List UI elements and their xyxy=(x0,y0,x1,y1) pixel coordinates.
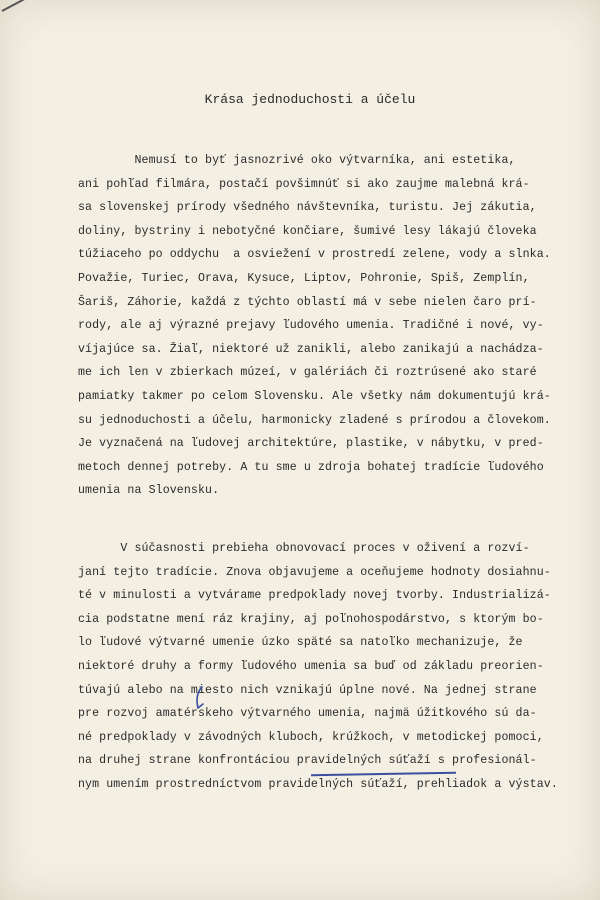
pencil-corner-mark xyxy=(2,0,33,12)
paragraph-2 xyxy=(78,537,598,797)
text-line: lo ľudové výtvarné umenie úzko späté sa natoľko mechanizuje, že xyxy=(78,636,523,650)
text-line: Šariš, Záhorie, každá z týchto oblastí má v sebe nielen čaro prí- xyxy=(78,295,537,309)
text-line: pamiatky takmer po celom Slovensku. Ale všetky nám dokumentujú krá- xyxy=(78,389,551,403)
paragraph-1 xyxy=(78,149,598,503)
text-line: sa slovenskej prírody všedného návštevníka, turistu. Jej zákutia, xyxy=(78,201,537,215)
text-line: doliny, bystriny i nebotyčné končiare, šumivé lesy lákajú človeka xyxy=(78,224,537,238)
text-line: nym umením prostredníctvom pravidelných súťaží, prehliadok a výstav. xyxy=(78,777,558,791)
text-line: té v minulosti a vytvárame predpoklady novej tvorby. Industrializá- xyxy=(78,589,551,603)
text-line: metoch dennej potreby. A tu sme u zdroja bohatej tradície ľudového xyxy=(78,460,544,474)
text-line: V súčasnosti prebieha obnovovací proces v oživení a rozví- xyxy=(78,542,530,555)
text-line: né predpoklady v závodných kluboch, krúžkoch, v metodickej pomoci, xyxy=(78,730,544,744)
text-line: cia podstatne mení ráz krajiny, aj poľnohospodárstvo, s ktorým bo- xyxy=(78,612,544,626)
text-line: niektoré druhy a formy ľudového umenia sa buď od základu preorien- xyxy=(78,659,544,673)
text-line: su jednoduchosti a účelu, harmonicky zladené s prírodou a človekom. xyxy=(78,413,551,427)
text-line: Nemusí to byť jasnozrivé oko výtvarníka, ani estetika, xyxy=(78,154,516,167)
page-title: Krása jednoduchosti a účelu xyxy=(204,92,416,107)
text-line: umenia na Slovensku. xyxy=(78,484,220,498)
text-line: Považie, Turiec, Orava, Kysuce, Liptov, Pohronie, Spiš, Zemplín, xyxy=(78,271,530,285)
text-line: túvajú alebo na miesto nich vznikajú úplne nové. Na jednej strane xyxy=(78,683,537,697)
text-line: ani pohľad filmára, postačí povšimnúť si ako zaujme malebná krá- xyxy=(78,177,530,191)
text-line: me ich len v zbierkach múzeí, v galériách či roztrúsené ako staré xyxy=(78,366,537,380)
text-line: na druhej strane konfrontáciou pravidelných súťaží s profesionál- xyxy=(78,754,537,768)
text-line: túžiaceho po oddychu a osviežení v prostredí zelene, vody a slnka. xyxy=(78,248,551,262)
text-line: Je vyznačená na ľudovej architektúre, plastike, v nábytku, v pred- xyxy=(78,437,544,451)
text-line: pre rozvoj amatérskeho výtvarného umenia, najmä úžitkového sú da- xyxy=(78,707,537,721)
text-line: janí tejto tradície. Znova objavujeme a oceňujeme hodnoty dosiahnu- xyxy=(78,565,551,579)
text-line: víjajúce sa. Žiaľ, niektoré už zanikli, alebo zanikajú a nachádza- xyxy=(78,342,544,356)
handwritten-separator-mark xyxy=(193,686,207,710)
text-line: rody, ale aj výrazné prejavy ľudového umenia. Tradičné i nové, vy- xyxy=(78,319,544,333)
